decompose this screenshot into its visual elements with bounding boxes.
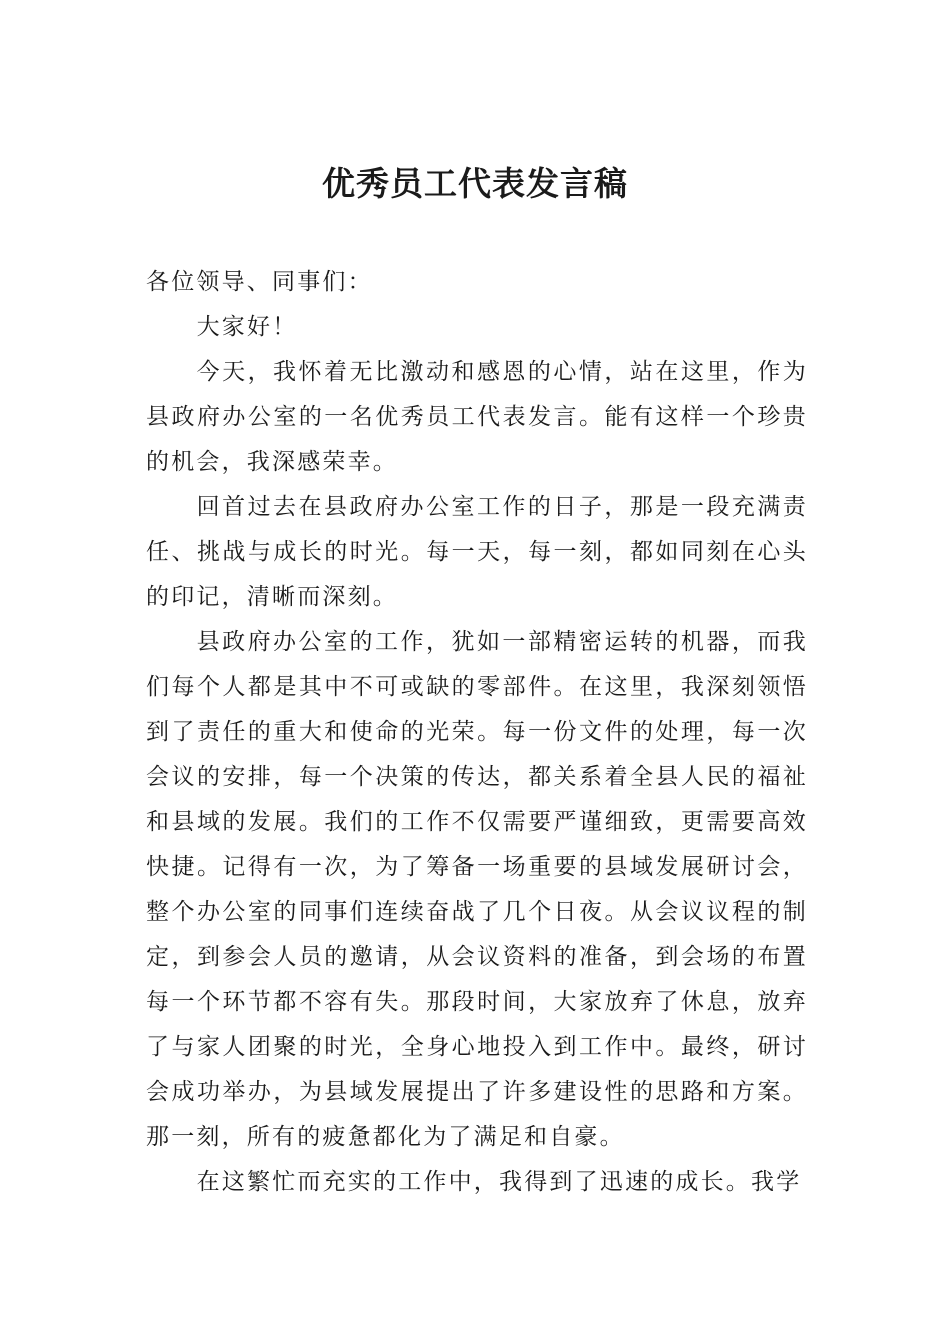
salutation: 各位领导、同事们： — [146, 269, 373, 295]
paragraph: 县政府办公室的工作，犹如一部精密运转的机器，而我们每个人都是其中不可或缺的零部件。在这里，我深刻领悟到了责任的重大和使命的光荣。每一份文件的处理，每一次会议的安排，每一个决策的传达，都关系着全县人民的福祉和县域的发展。我们的工作不仅需要严谨细致，更需要高效快捷。记得有一次，为了筹备一场重要的县域发展研讨会，整个办公室的同事们连续奋战了几个日夜。从会议议程的制定，到参会人员的邀请，从会议资料的准备，到会场的布置每一个环节都不容有失。那段时间，大家放弃了休息，放弃了与家人团聚的时光，全身心地投入到工作中。最终，研讨会成功举办，为县域发展提出了许多建设性的思路和方案。那一刻，所有的疲惫都化为了满足和自豪。 — [146, 629, 808, 1150]
paragraph: 回首过去在县政府办公室工作的日子，那是一段充满责任、挑战与成长的时光。每一天，每一刻，都如同刻在心头的印记，清晰而深刻。 — [146, 494, 808, 610]
paragraph: 在这繁忙而充实的工作中，我得到了迅速的成长。我学 — [196, 1169, 802, 1195]
document-body — [146, 260, 808, 1205]
greeting: 大家好！ — [196, 314, 298, 340]
document-title: 优秀员工代表发言稿 — [322, 164, 628, 203]
paragraph: 今天，我怀着无比激动和感恩的心情，站在这里，作为县政府办公室的一名优秀员工代表发言。能有这样一个珍贵的机会，我深感荣幸。 — [146, 359, 808, 475]
